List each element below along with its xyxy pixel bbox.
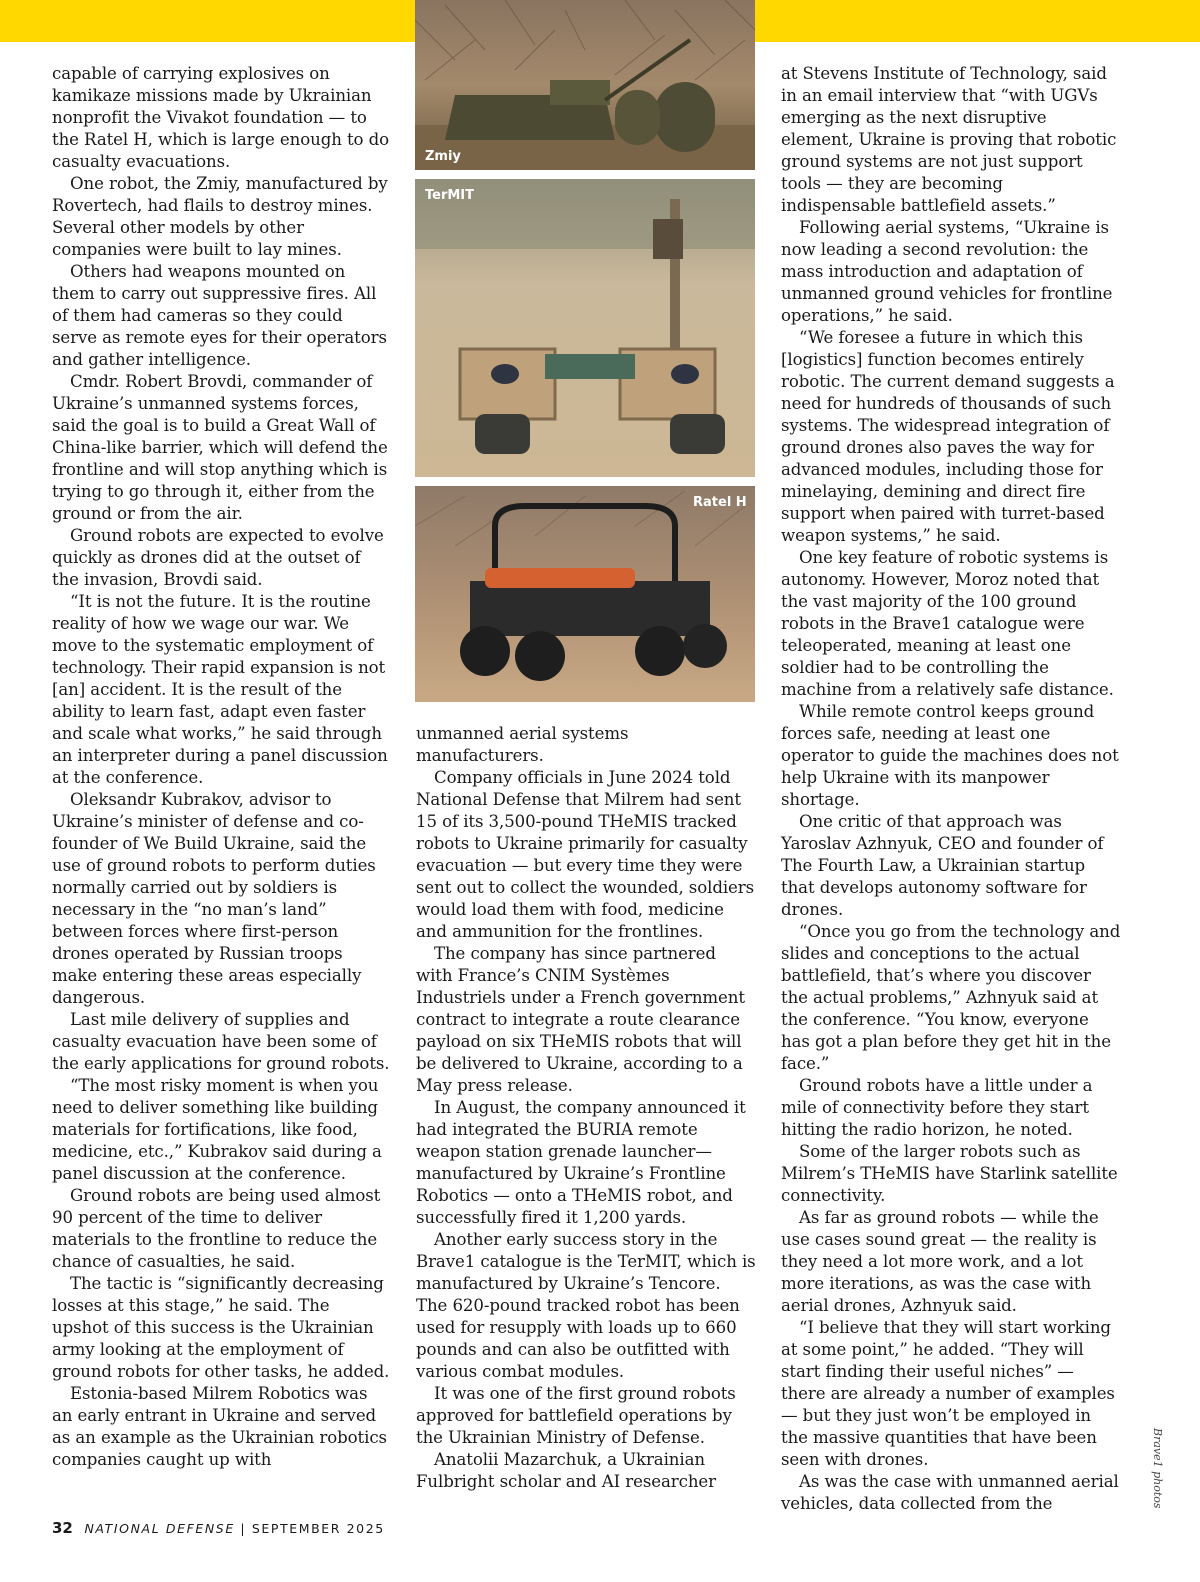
- paragraph: “Once you go from the technology and slides and conceptions to the actual battlefield, that’s where you discover the actual problems,” Azhnyuk said at the conference. “You know, everyone has got a plan before they get hit in the face.”: [781, 922, 1121, 1073]
- paragraph: Another early success story in the Brave1 catalogue is the TerMIT, which is manufactured by Ukraine’s Tencore. The 620-pound tracked robot has been used for resupply with loads up to 660 pounds and can also be outfitted with various combat modules.: [416, 1230, 756, 1381]
- paragraph: Anatolii Mazarchuk, a Ukrainian Fulbright scholar and AI researcher: [416, 1450, 716, 1491]
- paragraph: “We foresee a future in which this [logistics] function becomes entirely robotic. The current demand suggests a need for hundreds of thousands of such systems. The widespread integration of ground drones also paves the way for advanced modules, including those for minelaying, demining and direct fire support when paired with turret-based weapon systems,” he said.: [781, 328, 1115, 545]
- paragraph: One critic of that approach was Yaroslav Azhnyuk, CEO and founder of The Fourth Law, a Ukrainian startup that develops autonomy software for drones.: [781, 812, 1104, 919]
- paragraph: Last mile delivery of supplies and casualty evacuation have been some of the early applications for ground robots.: [52, 1010, 390, 1073]
- article-column-1: [52, 63, 390, 1471]
- paragraph: As was the case with unmanned aerial vehicles, data collected from the: [781, 1472, 1119, 1513]
- paragraph: Some of the larger robots such as Milrem’s THeMIS have Starlink satellite connectivity.: [781, 1142, 1118, 1205]
- paragraph: In August, the company announced it had integrated the BURIA remote weapon station grenade launcher—manufactured by Ukraine’s Frontline Robotics — onto a THeMIS robot, and successfully fired it 1,200 yards.: [416, 1098, 746, 1227]
- paragraph: The company has since partnered with France’s CNIM Systèmes Industriels under a French government contract to integrate a route clearance payload on six THeMIS robots that will be delivered to Ukraine, according to a May press release.: [416, 944, 745, 1095]
- paragraph: “It is not the future. It is the routine reality of how we wage our war. We move to the systematic employment of technology. Their rapid expansion is not [an] accident. It is the result of the ability to learn fast, adapt even faster and scale what works,” he said through an interpreter during a panel discussion at the conference.: [52, 592, 388, 787]
- photo-label-zmiy: Zmiy: [425, 149, 461, 164]
- paragraph: unmanned aerial systems manufacturers.: [416, 724, 629, 765]
- ratel-h-robot-image: [415, 486, 755, 702]
- paragraph: “The most risky moment is when you need to deliver something like building materials for fortifications, like food, medicine, etc.,” Kubrakov said during a panel discussion at the conference.: [52, 1076, 382, 1183]
- article-column-2: [416, 723, 756, 1493]
- paragraph: It was one of the first ground robots approved for battlefield operations by the Ukrainian Ministry of Defense.: [416, 1384, 736, 1447]
- paragraph: One robot, the Zmiy, manufactured by Rovertech, had flails to destroy mines. Several other models by other companies were built to lay mines.: [52, 174, 388, 259]
- paragraph: “I believe that they will start working at some point,” he added. “They will start finding their useful niches” — there are already a number of examples — but they just won’t be employed in the massive quantities that have been seen with drones.: [781, 1318, 1115, 1469]
- paragraph: Ground robots are being used almost 90 percent of the time to deliver materials to the frontline to reduce the chance of casualties, he said.: [52, 1186, 381, 1271]
- paragraph: Oleksandr Kubrakov, advisor to Ukraine’s minister of defense and co-founder of We Build Ukraine, said the use of ground robots to perform duties normally carried out by soldiers is necessary in the “no man’s land” between forces where first-person drones operated by Russian troops make entering these areas especially dangerous.: [52, 790, 376, 1007]
- photo-label-ratel-h: Ratel H: [693, 495, 747, 510]
- photo-ratel-h: [415, 486, 755, 702]
- paragraph: at Stevens Institute of Technology, said in an email interview that “with UGVs emerging as the next disruptive element, Ukraine is proving that robotic ground systems are not just support tools — they are becoming indispensable battlefield assets.”: [781, 64, 1117, 215]
- page-number: 32: [52, 1519, 73, 1537]
- paragraph: One key feature of robotic systems is autonomy. However, Moroz noted that the vast majority of the 100 ground robots in the Brave1 catalogue were teleoperated, meaning at least one soldier had to be controlling the machine from a relatively safe distance.: [781, 548, 1114, 699]
- article-column-3: [781, 63, 1121, 1515]
- photo-zmiy: [415, 0, 755, 170]
- zmiy-robot-image: [415, 0, 755, 170]
- page-footer: [52, 1519, 385, 1537]
- paragraph: capable of carrying explosives on kamikaze missions made by Ukrainian nonprofit the Vivakot foundation — to the Ratel H, which is large enough to do casualty evacuations.: [52, 64, 390, 171]
- footer-separator: |: [240, 1521, 247, 1536]
- paragraph: Estonia-based Milrem Robotics was an early entrant in Ukraine and served as an example as the Ukrainian robotics companies caught up with: [52, 1384, 387, 1469]
- paragraph: Others had weapons mounted on them to carry out suppressive fires. All of them had cameras so they could serve as remote eyes for their operators and gather intelligence.: [52, 262, 387, 369]
- photo-label-termit: TerMIT: [425, 188, 475, 203]
- paragraph: Following aerial systems, “Ukraine is now leading a second revolution: the mass introduction and adaptation of unmanned ground vehicles for frontline operations,” he said.: [781, 218, 1113, 325]
- paragraph: While remote control keeps ground forces safe, needing at least one operator to guide the machines does not help Ukraine with its manpower shortage.: [781, 702, 1119, 809]
- paragraph: As far as ground robots — while the use cases sound great — the reality is they need a lot more work, and a lot more iterations, as was the case with aerial drones, Azhnyuk said.: [781, 1208, 1099, 1315]
- termit-robot-image: [415, 179, 755, 477]
- paragraph: The tactic is “significantly decreasing losses at this stage,” he said. The upshot of this success is the Ukrainian army looking at the employment of ground robots for other tasks, he added.: [52, 1274, 390, 1381]
- photo-credit: Brave1 photos: [1151, 1428, 1164, 1509]
- issue-date: SEPTEMBER 2025: [251, 1521, 385, 1536]
- paragraph: Cmdr. Robert Brovdi, commander of Ukraine’s unmanned systems forces, said the goal is to build a Great Wall of China-like barrier, which will defend the frontline and will stop anything which is trying to go through it, either from the ground or from the air.: [52, 372, 388, 523]
- publication-name: NATIONAL DEFENSE: [84, 1521, 235, 1536]
- paragraph: Ground robots are expected to evolve quickly as drones did at the outset of the invasion, Brovdi said.: [52, 526, 384, 589]
- paragraph: Company officials in June 2024 told National Defense that Milrem had sent 15 of its 3,500-pound THeMIS tracked robots to Ukraine primarily for casualty evacuation — but every time they were sent out to collect the wounded, soldiers would load them with food, medicine and ammunition for the frontlines.: [416, 768, 755, 941]
- paragraph: Ground robots have a little under a mile of connectivity before they start hitting the radio horizon, he noted.: [781, 1076, 1093, 1139]
- photo-termit: [415, 179, 755, 477]
